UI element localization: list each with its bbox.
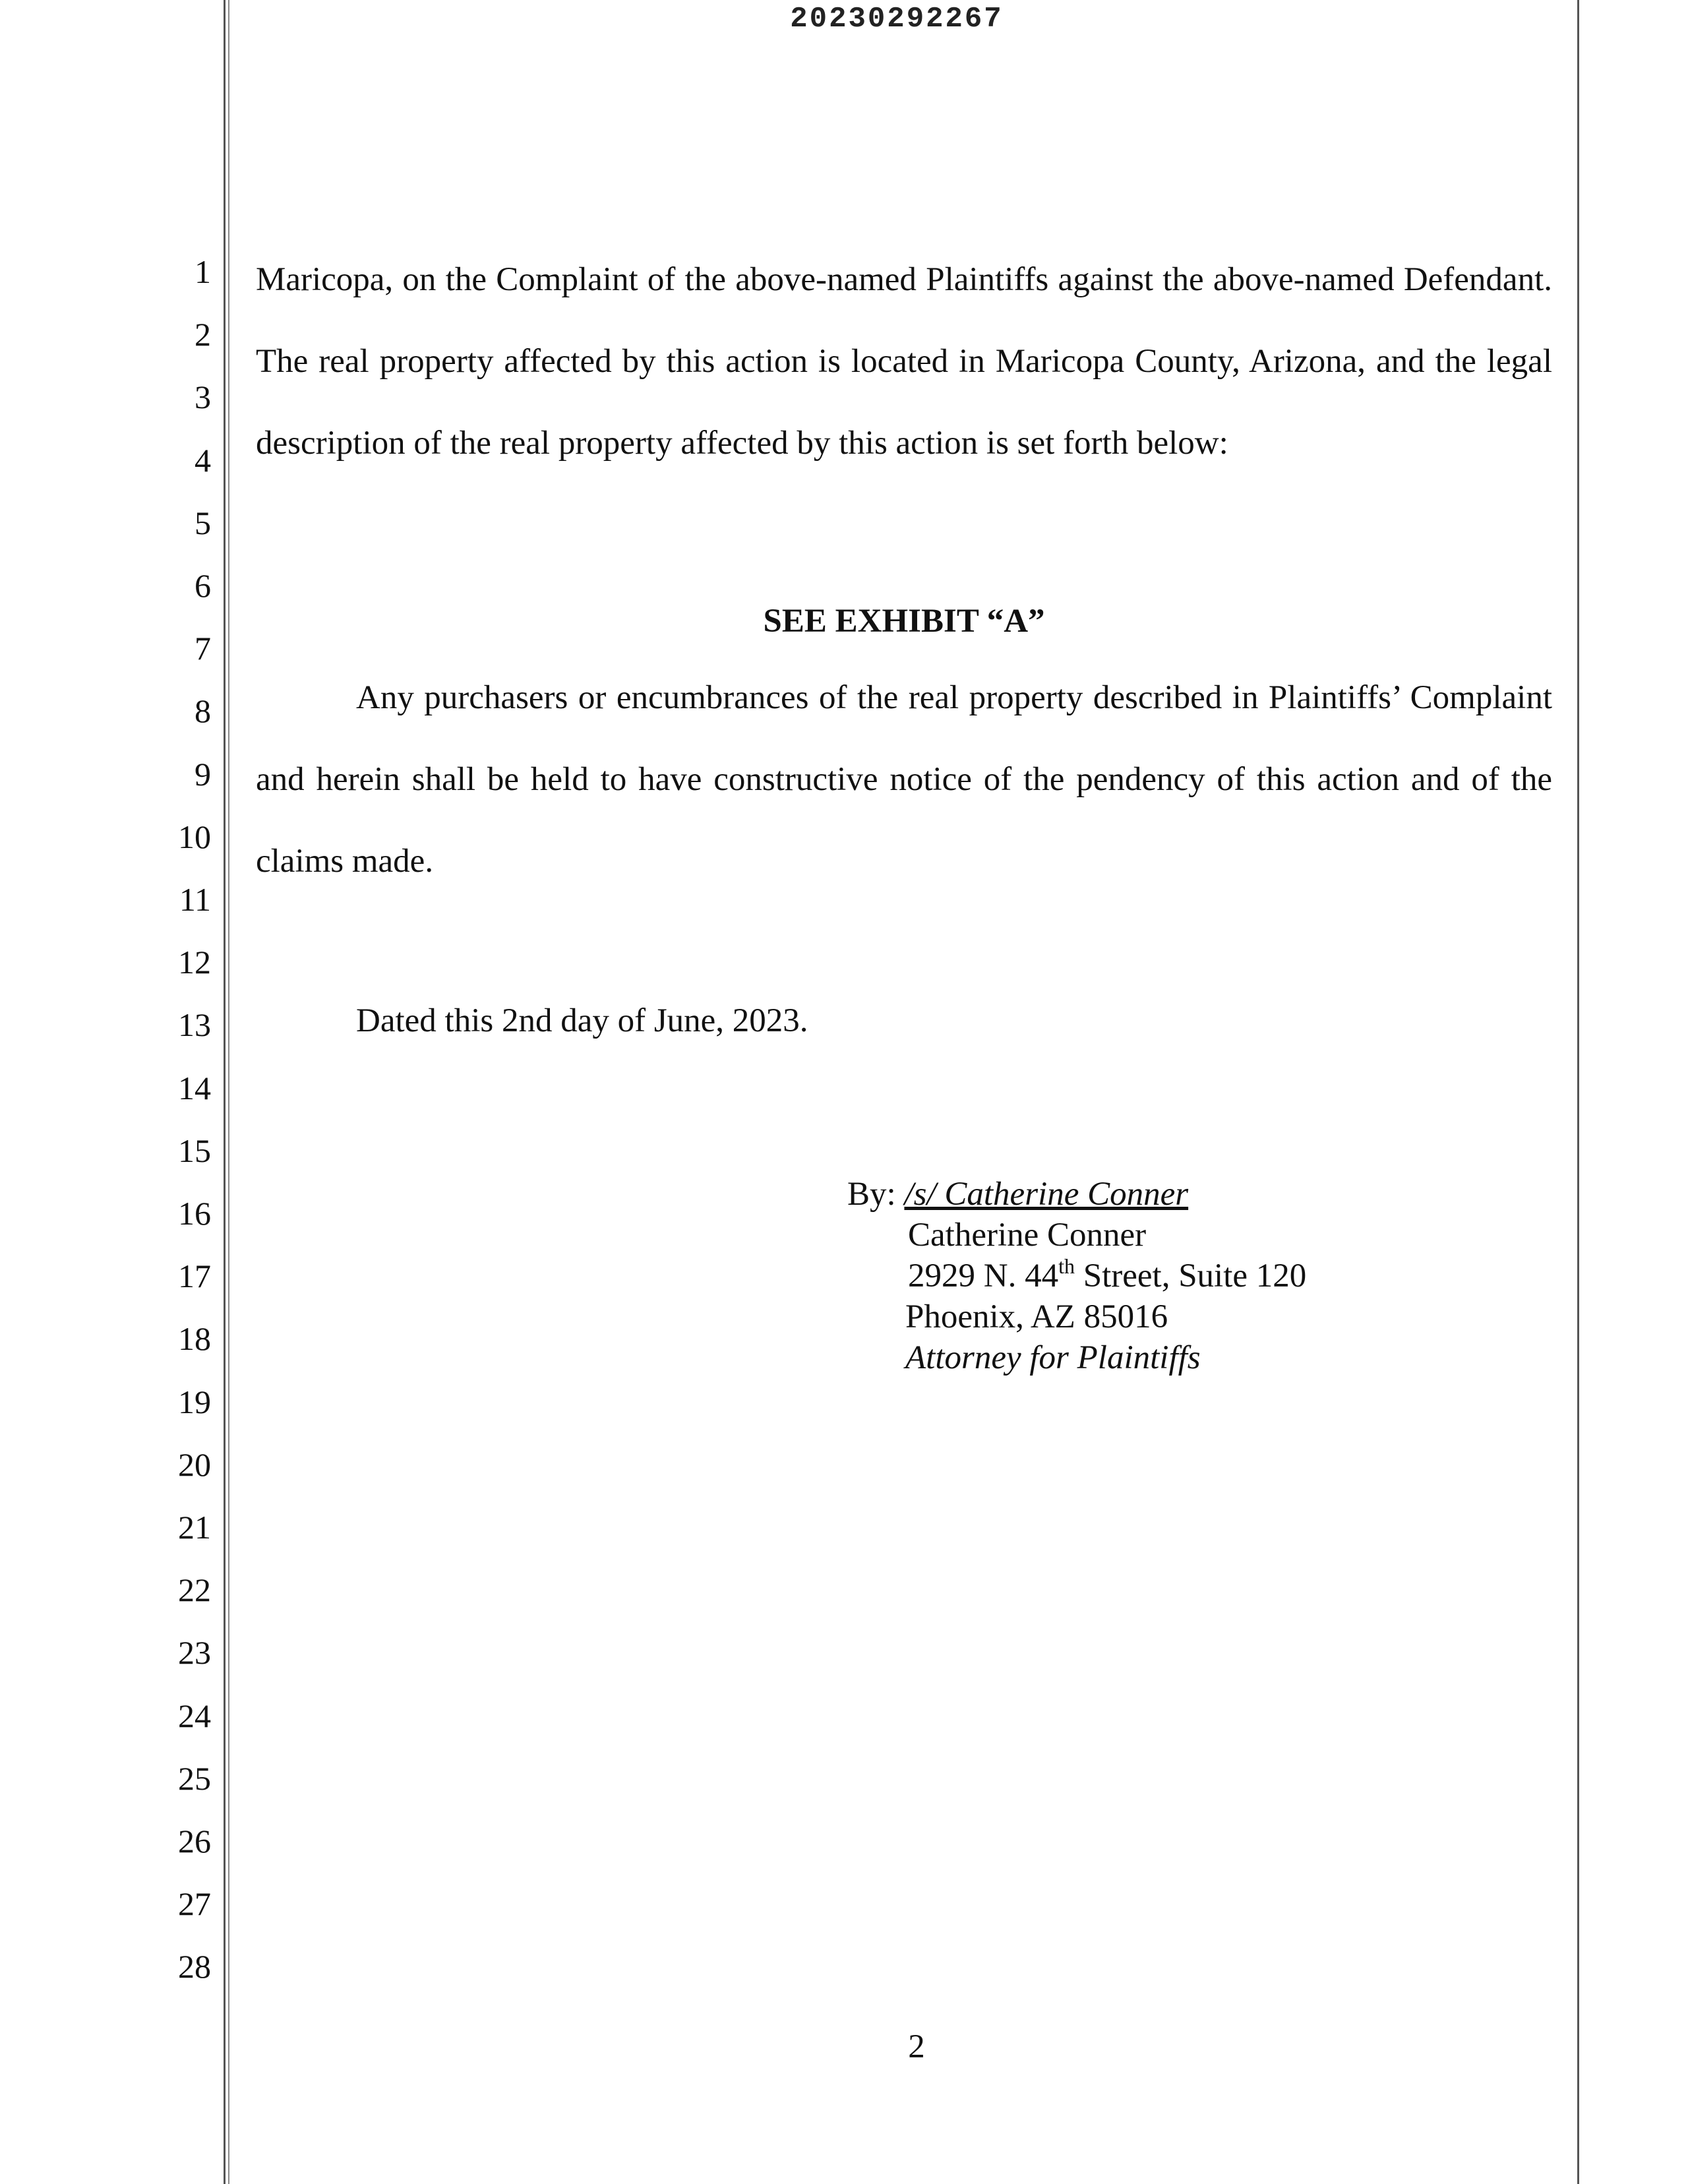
line-number: 14 — [178, 1070, 211, 1107]
line-number: 24 — [178, 1697, 211, 1734]
paragraph-2 — [256, 657, 1552, 902]
by-label: By: — [847, 1176, 905, 1213]
page-number: 2 — [908, 2028, 925, 2065]
line-number: 19 — [178, 1383, 211, 1420]
street-address — [847, 1256, 1306, 1296]
exhibit-heading: SEE EXHIBIT “A” — [763, 603, 1045, 640]
line-number: 15 — [178, 1132, 211, 1169]
line-number: 25 — [178, 1760, 211, 1797]
line-number: 27 — [178, 1885, 211, 1922]
line-number: 10 — [178, 818, 211, 855]
dated-line: Dated this 2nd day of June, 2023. — [356, 1002, 808, 1039]
line-number: 11 — [179, 881, 211, 918]
signature-line — [847, 1174, 1306, 1215]
line-number: 8 — [195, 692, 211, 729]
left-margin-rule-inner — [228, 0, 229, 2184]
signature-block — [847, 1174, 1306, 1378]
recording-number: 20230292267 — [790, 3, 1004, 36]
recording-number-header — [0, 3, 1688, 36]
street-address-prefix: 2929 N. 44 — [908, 1258, 1059, 1294]
paragraph-1-text: Maricopa, on the Complaint of the above-named Plaintiffs against the above-named Defendant. The real property affected by this action is located in Maricopa County, Arizona, and the legal description of the real property affected by this action is set forth below: — [256, 261, 1552, 462]
line-number: 20 — [178, 1446, 211, 1483]
attorney-name: Catherine Conner — [908, 1217, 1147, 1254]
line-number: 17 — [178, 1258, 211, 1294]
line-number: 4 — [195, 442, 211, 479]
line-number: 5 — [195, 504, 211, 541]
line-number: 7 — [195, 630, 211, 667]
e-signature: /s/ Catherine Conner — [904, 1176, 1189, 1213]
line-number: 3 — [195, 379, 211, 415]
paragraph-1 — [256, 239, 1552, 484]
attorney-role: Attorney for Plaintiffs — [905, 1339, 1201, 1376]
line-number: 16 — [178, 1195, 211, 1232]
line-number: 26 — [178, 1823, 211, 1860]
line-number: 6 — [195, 567, 211, 604]
paragraph-2-text: Any purchasers or encumbrances of the real property described in Plaintiffs’ Complaint and herein shall be held to have constructive notice of the pendency of this action and of the claims made. — [256, 679, 1552, 880]
line-number: 23 — [178, 1634, 211, 1671]
line-number: 12 — [178, 944, 211, 981]
left-margin-rule — [224, 0, 226, 2184]
line-number: 18 — [178, 1320, 211, 1357]
line-number: 2 — [195, 316, 211, 353]
city-state-zip: Phoenix, AZ 85016 — [905, 1298, 1168, 1335]
line-number: 1 — [195, 253, 211, 290]
line-number: 22 — [178, 1571, 211, 1608]
line-number: 9 — [195, 756, 211, 793]
line-number: 13 — [178, 1006, 211, 1043]
street-address-ordinal: th — [1058, 1254, 1075, 1278]
street-address-suffix: Street, Suite 120 — [1074, 1258, 1307, 1294]
line-number: 21 — [178, 1509, 211, 1546]
line-number: 28 — [178, 1948, 211, 1985]
right-margin-rule — [1577, 0, 1579, 2184]
